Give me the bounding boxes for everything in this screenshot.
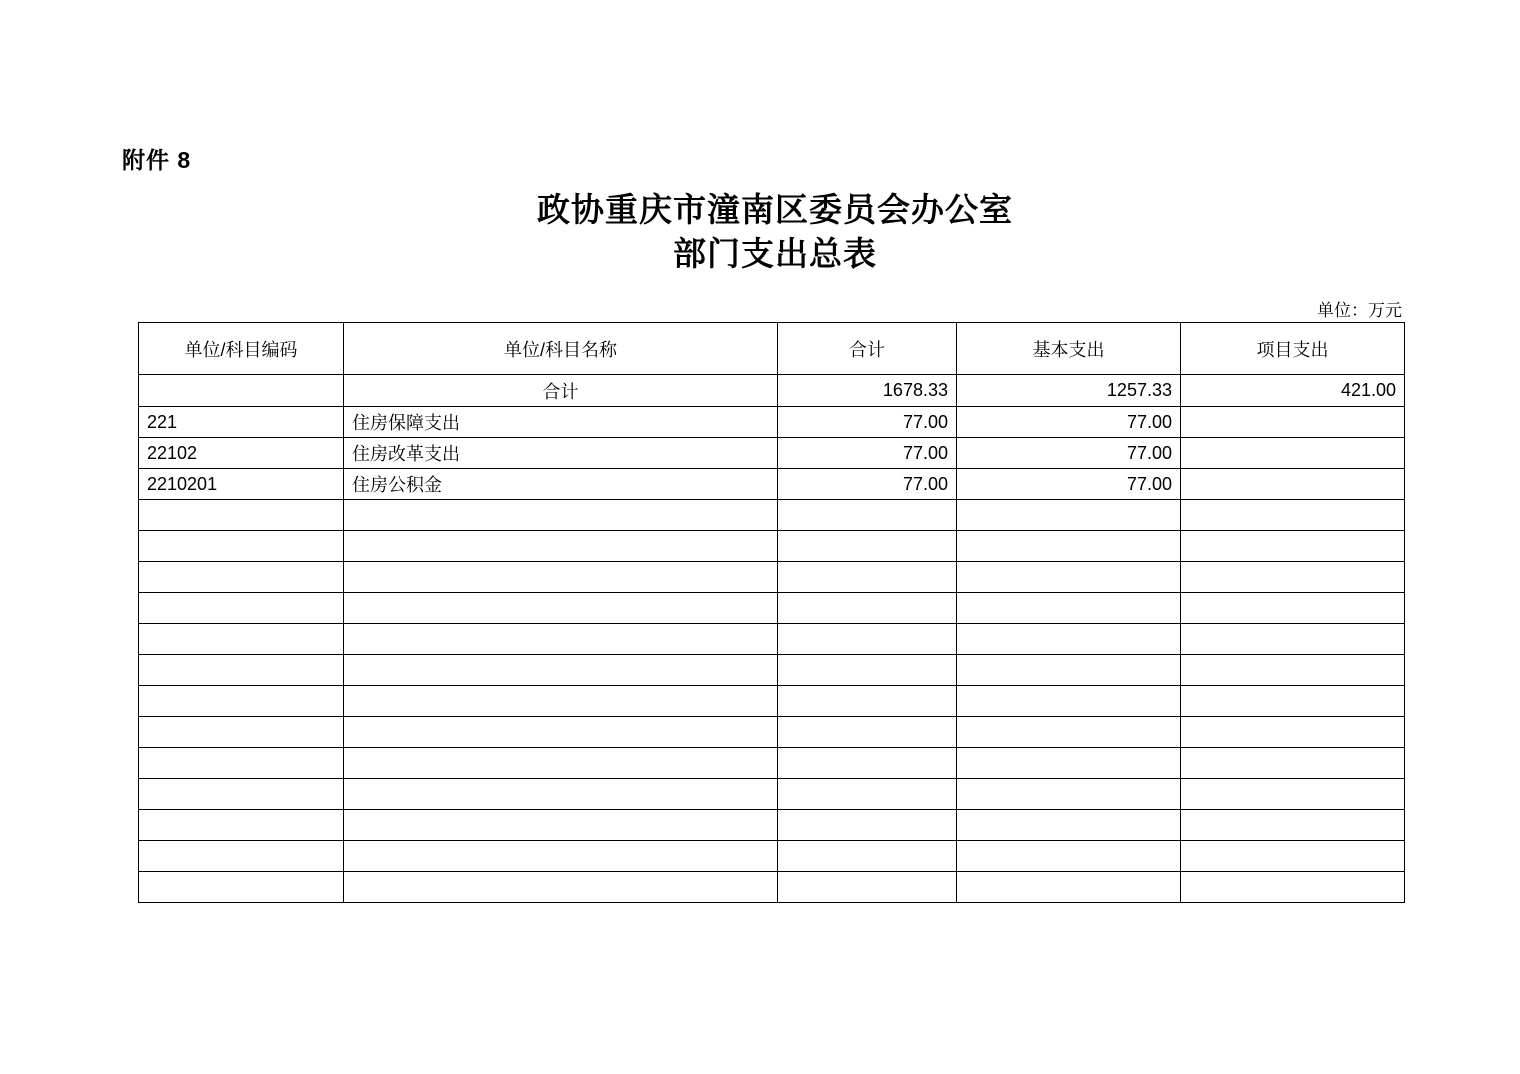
cell-empty bbox=[344, 748, 778, 779]
cell-name: 住房保障支出 bbox=[344, 407, 778, 438]
cell-empty bbox=[957, 872, 1181, 903]
cell-empty bbox=[957, 779, 1181, 810]
cell-empty bbox=[344, 872, 778, 903]
cell-empty bbox=[139, 872, 344, 903]
cell-empty bbox=[957, 810, 1181, 841]
cell-empty bbox=[344, 810, 778, 841]
table-row-empty bbox=[139, 624, 1405, 655]
cell-empty bbox=[778, 841, 957, 872]
cell-code: 22102 bbox=[139, 438, 344, 469]
cell-empty bbox=[957, 841, 1181, 872]
cell-empty bbox=[139, 686, 344, 717]
cell-empty bbox=[344, 531, 778, 562]
cell-basic: 77.00 bbox=[957, 438, 1181, 469]
cell-empty bbox=[778, 872, 957, 903]
cell-empty bbox=[778, 593, 957, 624]
page-title bbox=[140, 188, 1410, 276]
cell-empty bbox=[778, 655, 957, 686]
cell-empty bbox=[1181, 810, 1405, 841]
cell-empty bbox=[957, 655, 1181, 686]
cell-empty bbox=[1181, 624, 1405, 655]
cell-empty bbox=[1181, 531, 1405, 562]
table-row-empty bbox=[139, 872, 1405, 903]
cell-total: 77.00 bbox=[778, 469, 957, 500]
cell-empty bbox=[139, 779, 344, 810]
column-header-project: 项目支出 bbox=[1181, 323, 1405, 375]
table-row bbox=[139, 438, 1405, 469]
cell-empty bbox=[957, 531, 1181, 562]
cell-empty bbox=[344, 562, 778, 593]
table-row-empty bbox=[139, 562, 1405, 593]
cell-empty bbox=[1181, 841, 1405, 872]
cell-code bbox=[139, 375, 344, 407]
table-row bbox=[139, 469, 1405, 500]
cell-empty bbox=[344, 841, 778, 872]
cell-empty bbox=[778, 531, 957, 562]
cell-total: 77.00 bbox=[778, 438, 957, 469]
cell-empty bbox=[778, 748, 957, 779]
cell-empty bbox=[139, 593, 344, 624]
cell-empty bbox=[1181, 562, 1405, 593]
cell-empty bbox=[1181, 872, 1405, 903]
cell-empty bbox=[778, 779, 957, 810]
table-row-empty bbox=[139, 748, 1405, 779]
cell-project bbox=[1181, 407, 1405, 438]
cell-empty bbox=[1181, 655, 1405, 686]
cell-empty bbox=[957, 748, 1181, 779]
title-line-1: 政协重庆市潼南区委员会办公室 bbox=[537, 191, 1013, 228]
cell-empty bbox=[957, 500, 1181, 531]
cell-empty bbox=[1181, 593, 1405, 624]
table-header-row bbox=[139, 323, 1405, 375]
cell-total: 77.00 bbox=[778, 407, 957, 438]
cell-empty bbox=[778, 686, 957, 717]
cell-code: 221 bbox=[139, 407, 344, 438]
cell-empty bbox=[957, 686, 1181, 717]
column-header-name: 单位/科目名称 bbox=[344, 323, 778, 375]
cell-empty bbox=[344, 686, 778, 717]
table-row-empty bbox=[139, 593, 1405, 624]
cell-empty bbox=[139, 655, 344, 686]
cell-empty bbox=[1181, 748, 1405, 779]
cell-name: 合计 bbox=[344, 375, 778, 407]
cell-empty bbox=[1181, 779, 1405, 810]
cell-empty bbox=[344, 655, 778, 686]
cell-empty bbox=[139, 841, 344, 872]
cell-empty bbox=[344, 779, 778, 810]
attachment-label: 附件 8 bbox=[122, 147, 192, 173]
cell-code: 2210201 bbox=[139, 469, 344, 500]
cell-project: 421.00 bbox=[1181, 375, 1405, 407]
cell-empty bbox=[139, 624, 344, 655]
cell-empty bbox=[344, 593, 778, 624]
table-row-empty bbox=[139, 810, 1405, 841]
cell-basic: 77.00 bbox=[957, 407, 1181, 438]
table-row-empty bbox=[139, 686, 1405, 717]
unit-note: 单位：万元 bbox=[1317, 301, 1402, 320]
cell-empty bbox=[344, 717, 778, 748]
cell-empty bbox=[957, 624, 1181, 655]
cell-basic: 77.00 bbox=[957, 469, 1181, 500]
table-row-empty bbox=[139, 500, 1405, 531]
cell-empty bbox=[139, 748, 344, 779]
cell-empty bbox=[1181, 500, 1405, 531]
cell-empty bbox=[139, 500, 344, 531]
cell-empty bbox=[957, 717, 1181, 748]
cell-name: 住房改革支出 bbox=[344, 438, 778, 469]
column-header-total: 合计 bbox=[778, 323, 957, 375]
cell-empty bbox=[139, 531, 344, 562]
table-row-empty bbox=[139, 655, 1405, 686]
cell-project bbox=[1181, 438, 1405, 469]
cell-empty bbox=[139, 810, 344, 841]
cell-empty bbox=[344, 500, 778, 531]
cell-project bbox=[1181, 469, 1405, 500]
cell-empty bbox=[778, 500, 957, 531]
cell-total: 1678.33 bbox=[778, 375, 957, 407]
cell-empty bbox=[778, 810, 957, 841]
cell-empty bbox=[139, 717, 344, 748]
table-row-empty bbox=[139, 841, 1405, 872]
table-row-empty bbox=[139, 779, 1405, 810]
cell-empty bbox=[957, 593, 1181, 624]
cell-empty bbox=[778, 624, 957, 655]
table-row-total bbox=[139, 375, 1405, 407]
table-row-empty bbox=[139, 717, 1405, 748]
cell-basic: 1257.33 bbox=[957, 375, 1181, 407]
cell-empty bbox=[1181, 717, 1405, 748]
cell-name: 住房公积金 bbox=[344, 469, 778, 500]
cell-empty bbox=[139, 562, 344, 593]
cell-empty bbox=[778, 562, 957, 593]
cell-empty bbox=[778, 717, 957, 748]
cell-empty bbox=[957, 562, 1181, 593]
table-row bbox=[139, 407, 1405, 438]
title-line-2: 部门支出总表 bbox=[673, 235, 877, 272]
cell-empty bbox=[344, 624, 778, 655]
expenditure-table bbox=[138, 322, 1405, 903]
cell-empty bbox=[1181, 686, 1405, 717]
column-header-basic: 基本支出 bbox=[957, 323, 1181, 375]
table-row-empty bbox=[139, 531, 1405, 562]
column-header-code: 单位/科目编码 bbox=[139, 323, 344, 375]
table-body bbox=[139, 375, 1405, 903]
